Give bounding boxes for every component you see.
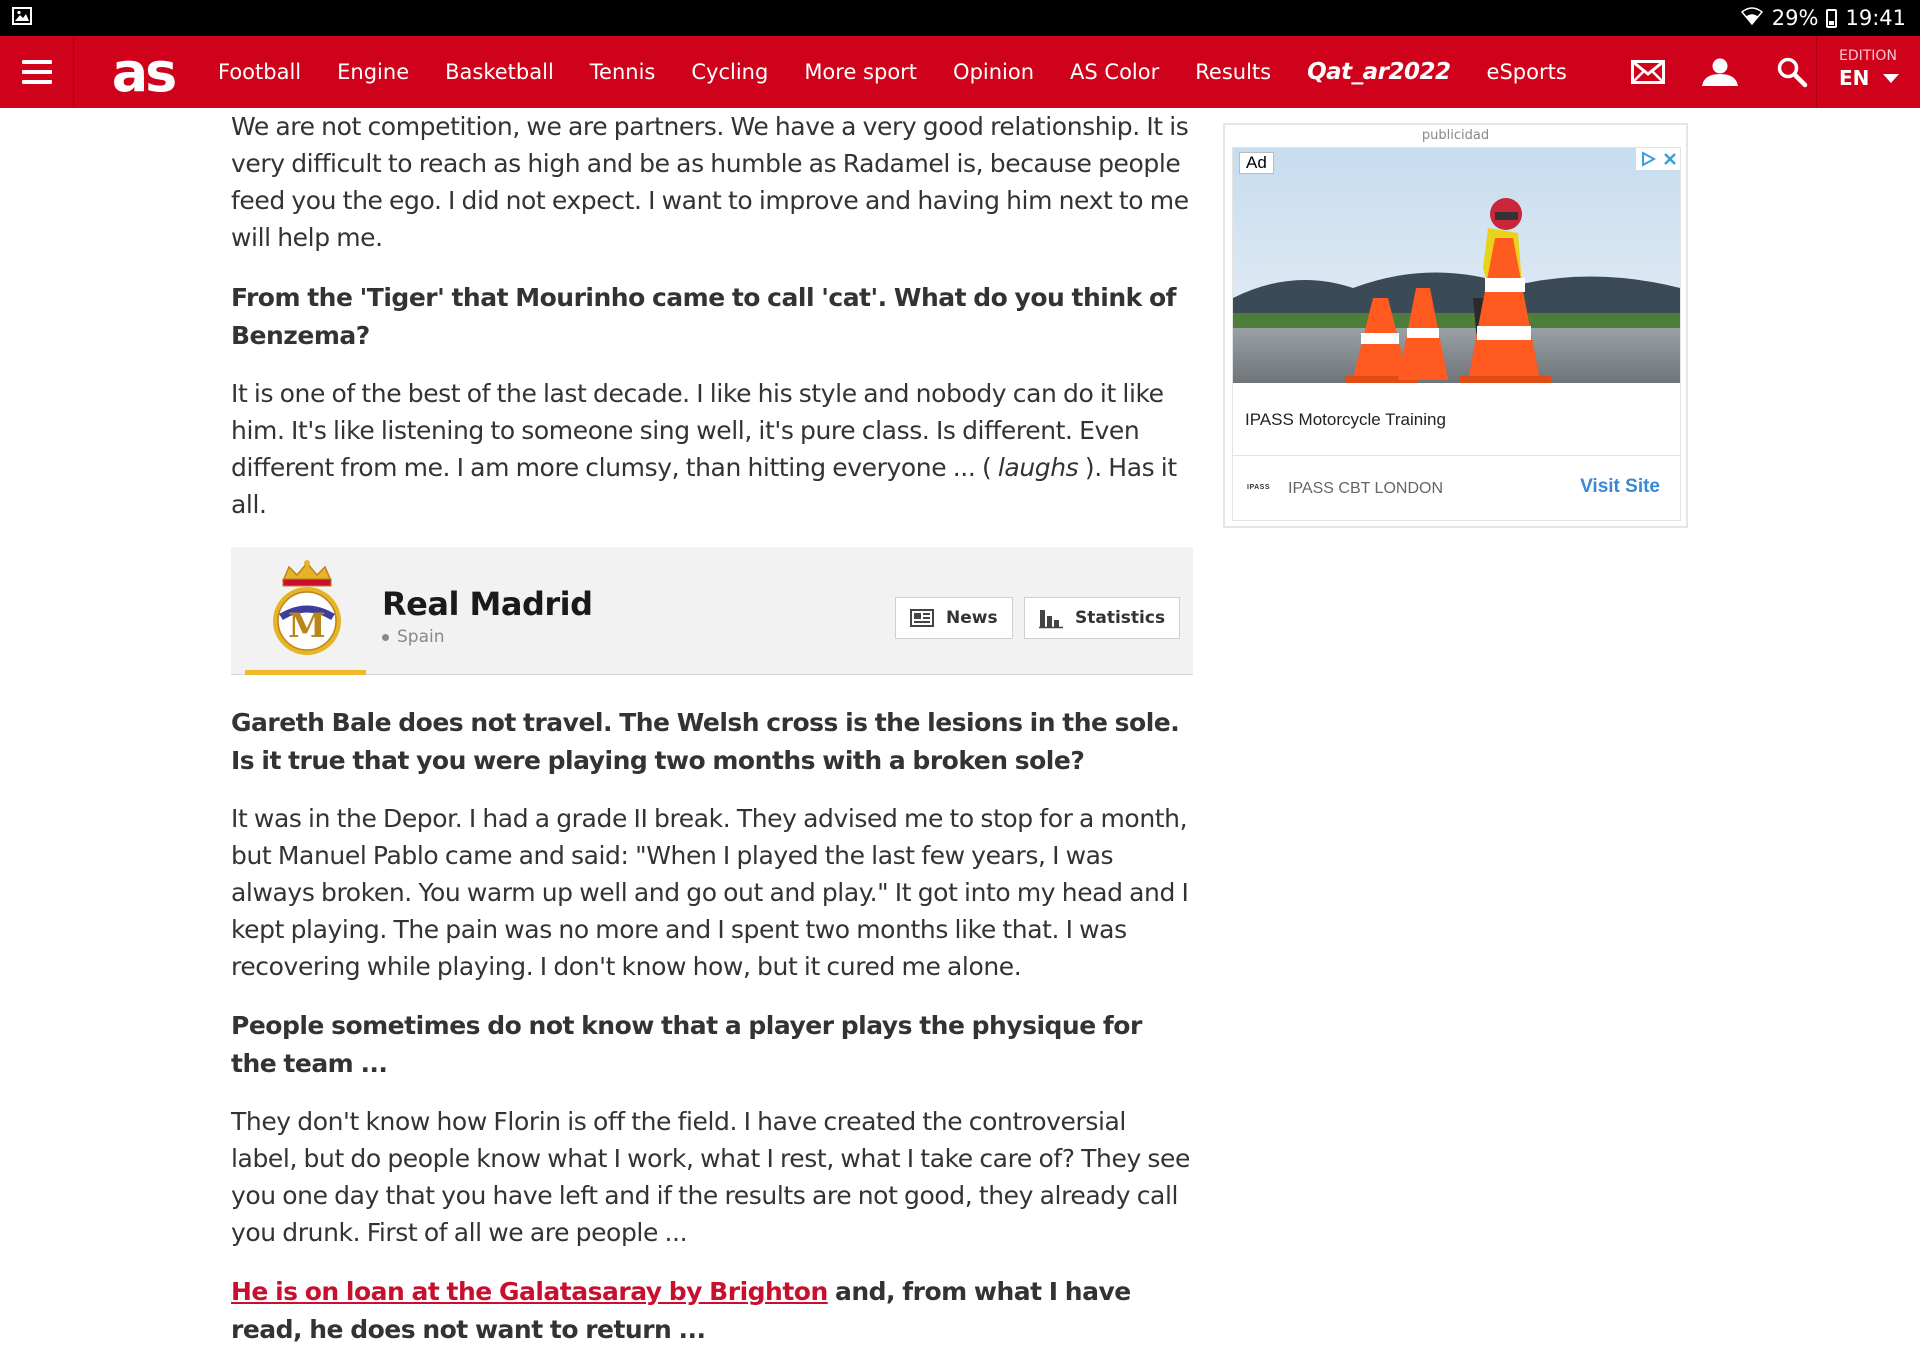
bar-chart-icon	[1039, 608, 1063, 628]
team-statistics-button[interactable]: Statistics	[1024, 597, 1180, 639]
nav-link-football[interactable]: Football	[218, 60, 302, 84]
svg-text:M: M	[288, 606, 326, 646]
real-madrid-crest-icon[interactable]	[269, 559, 345, 659]
newspaper-icon	[910, 609, 934, 627]
interview-question: He is on loan at the Galatasaray by Brighton and, from what I have read, he does not want to return ...	[231, 1277, 1131, 1344]
nav-link-opinion[interactable]: Opinion	[953, 60, 1035, 84]
team-card	[231, 547, 1193, 675]
galatasaray-loan-link[interactable]: He is on loan at the Galatasaray by Brighton	[231, 1277, 828, 1306]
interview-question: Gareth Bale does not travel. The Welsh cross is the lesions in the sole. Is it true that you were playing two months with a broken sole?	[231, 708, 1180, 775]
nav-link-qatar2022[interactable]: Qat_ar2022	[1307, 59, 1451, 85]
wifi-icon	[1740, 6, 1764, 31]
ad-image[interactable]	[1233, 148, 1680, 383]
nav-links	[218, 59, 1603, 85]
main-navbar	[0, 36, 1920, 108]
team-name[interactable]: Real Madrid	[382, 585, 593, 623]
nav-link-basketball[interactable]: Basketball	[445, 60, 554, 84]
as-logo[interactable]: as	[111, 40, 175, 104]
ad-title[interactable]: IPASS Motorcycle Training	[1245, 410, 1446, 429]
close-icon[interactable]	[1663, 152, 1677, 166]
team-news-button[interactable]: News	[895, 597, 1013, 639]
sidebar-ad	[1223, 123, 1688, 528]
publicidad-label: publicidad	[1421, 128, 1490, 143]
nav-link-more-sport[interactable]: More sport	[804, 60, 918, 84]
nav-link-tennis[interactable]: Tennis	[589, 60, 656, 84]
ad-creative[interactable]	[1232, 147, 1681, 521]
edition-selector[interactable]	[1816, 36, 1920, 108]
nav-link-engine[interactable]: Engine	[337, 60, 410, 84]
laughs-emphasis: laughs	[997, 453, 1079, 482]
nav-link-cycling[interactable]: Cycling	[691, 60, 769, 84]
team-country: Spain	[382, 627, 445, 647]
user-icon[interactable]	[1684, 36, 1756, 108]
gallery-notification-icon	[12, 6, 32, 30]
battery-icon	[1826, 9, 1837, 28]
paragraph: They don't know how Florin is off the field. I have created the controversial label, but do people know what I work, what I rest, what I take care of? They see you one day that you have left and if the results are not good, they already call you drunk. First of all we are people ...	[231, 1107, 1190, 1247]
system-status-bar	[0, 0, 1920, 36]
nav-link-esports[interactable]: eSports	[1486, 60, 1567, 84]
visit-site-button[interactable]: Visit Site	[1580, 476, 1660, 497]
paragraph: It is one of the best of the last decade. I like his style and nobody can do it like him. It's like listening to someone sing well, it's pure class. Is different. Even different from me. I am more clumsy, than hitting everyone ... ( laughs ). Has it all.	[231, 379, 1177, 519]
ad-tag: Ad	[1239, 152, 1274, 174]
battery-percent: 29%	[1771, 6, 1819, 30]
clock: 19:41	[1845, 6, 1906, 30]
team-tab-indicator	[245, 670, 366, 675]
interview-question: People sometimes do not know that a player plays the physique for the team ...	[231, 1011, 1142, 1078]
menu-icon[interactable]	[0, 36, 74, 108]
edition-value: EN	[1839, 66, 1870, 90]
ad-brand-logo: IPASS	[1247, 484, 1270, 491]
interview-question: From the 'Tiger' that Mourinho came to call 'cat'. What do you think of Benzema?	[231, 283, 1177, 350]
nav-link-results[interactable]: Results	[1195, 60, 1272, 84]
adchoices-icon[interactable]	[1640, 151, 1656, 167]
paragraph: It was in the Depor. I had a grade II break. They advised me to stop for a month, but Manuel Pablo came and said: "When I played the last few years, I was always broken. You warm up well and go out and play." It got into my head and I kept playing. The pain was no more and I spent two months like that. I was recovering while playing. I don't know how, but it cured me alone.	[231, 804, 1189, 981]
ad-brand: IPASS CBT LONDON	[1288, 480, 1443, 497]
ad-divider	[1233, 455, 1680, 456]
mail-icon[interactable]	[1612, 36, 1684, 108]
ad-choices[interactable]	[1636, 148, 1680, 170]
paragraph: We are not competition, we are partners. We have a very good relationship. It is very difficult to reach as high and be as humble as Radamel is, because people feed you the ego. I did not expect. I want to improve and having him next to me will help me.	[231, 112, 1189, 252]
chevron-down-icon	[1883, 74, 1899, 83]
article-body	[231, 108, 1191, 1349]
edition-label: EDITION	[1839, 48, 1897, 64]
nav-link-as-color[interactable]: AS Color	[1070, 60, 1160, 84]
